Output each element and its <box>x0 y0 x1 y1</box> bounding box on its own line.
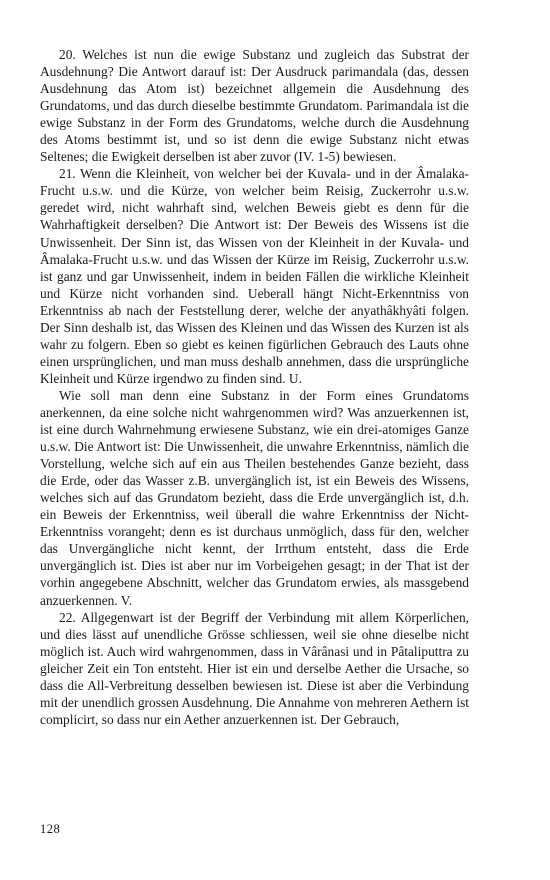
paragraph-22: 22. Allgegenwart ist der Begriff der Verbindung mit allem Körperlichen, und dies lässt auf unendliche Grösse schliessen, weil sie ohne dieselbe nicht möglich ist. Auch wird wahrgenommen, dass in Vârânasi und in Pâtaliputtra zu gleicher Zeit ein Ton entsteht. Hier ist ein und derselbe Aether die Ursache, so dass die All-Verbreitung desselben bewiesen ist. Diese ist aber die Verbindung mit der unendlich grossen Ausdehnung. Die Annahme von mehreren Aethern ist complicirt, so dass nur ein Aether anzuerkennen ist. Der Gebrauch, <box>40 609 469 727</box>
page-number: 128 <box>40 822 61 836</box>
paragraph-20: 20. Welches ist nun die ewige Substanz und zugleich das Substrat der Ausdehnung? Die Antwort darauf ist: Der Ausdruck parimandala (das, dessen Ausdehnung das Atom ist) bezeichnet allgemein die Ausdehnung des Grundatoms, und das durch dieselbe bestimmte Grundatom. Parimandala ist die ewige Substanz in der Form des Grundatoms, welche durch die Ausdehnung des Atoms bestimmt ist, und so ist denn die ewige Substanz nicht etwas Seltenes; die Ewigkeit derselben ist aber zuvor (IV. 1-5) bewiesen. <box>40 47 469 165</box>
paragraph-21: 21. Wenn die Kleinheit, von welcher bei der Kuvala- und in der Âmalaka-Frucht u.s.w. und die Kürze, von welcher beim Reisig, Zuckerrohr u.s.w. geredet wird, nicht wahrhaft sind, welchen Beweis giebt es denn für die Wahrhaftigkeit derselben? Die Antwort ist: Der Beweis des Wissens ist die Unwissenheit. Der Sinn ist, das Wissen von der Kleinheit in der Kuvala- und Âmalaka-Frucht u.s.w. und das Wissen der Kürze im Reisig, Zuckerrohr u.s.w. ist ganz und gar Unwissenheit, indem in beiden Fällen die wirkliche Kleinheit und Kürze nicht vorhanden sind. Ueberall hängt Nicht-Erkenntniss von Erkenntniss ab nach der Feststellung derer, welche der anyathâkhyâti folgen. Der Sinn deshalb ist, das Wissen des Kleinen und das Wissen des Kurzen ist als wahr zu folgern. Eben so giebt es keinen figürlichen Gebrauch des Lauts ohne einen ursprünglichen, und man muss deshalb annehmen, dass die ursprüngliche Kleinheit und Kürze irgendwo zu finden sind. U. <box>40 166 469 386</box>
paragraph-grundatom: Wie soll man denn eine Substanz in der Form eines Grundatoms anerkennen, da eine solche nicht wahrgenommen wird? Was anzuerkennen ist, ist eine durch Wahrnehmung erwiesene Substanz, wie ein drei-atomiges Ganze u.s.w. Die Antwort ist: Die Unwissenheit, die unwahre Erkenntniss, nämlich die Vorstellung, welche sich auf ein aus Theilen bestehendes Ganze bezieht, dass die Erde, oder das Wasser z.B. unvergänglich ist, ist ein Beweis des Wissens, welches sich auf das Grundatom bezieht, dass die Erde unvergänglich ist, d.h. ein Beweis der Erkenntniss, weil überall die wahre Erkenntniss der Nicht-Erkenntniss vorangeht; denn es ist durchaus unmöglich, dass für den, welcher das Unvergängliche nicht kennt, der Irrthum entsteht, dass die Erde unvergänglich ist. Dies ist aber nur im Vorbeigehen gesagt; in der That ist der vorhin angegebene Abschnitt, welcher das Grundatom erwies, als massgebend anzuerkennen. V. <box>40 387 469 608</box>
page-body <box>40 46 469 728</box>
